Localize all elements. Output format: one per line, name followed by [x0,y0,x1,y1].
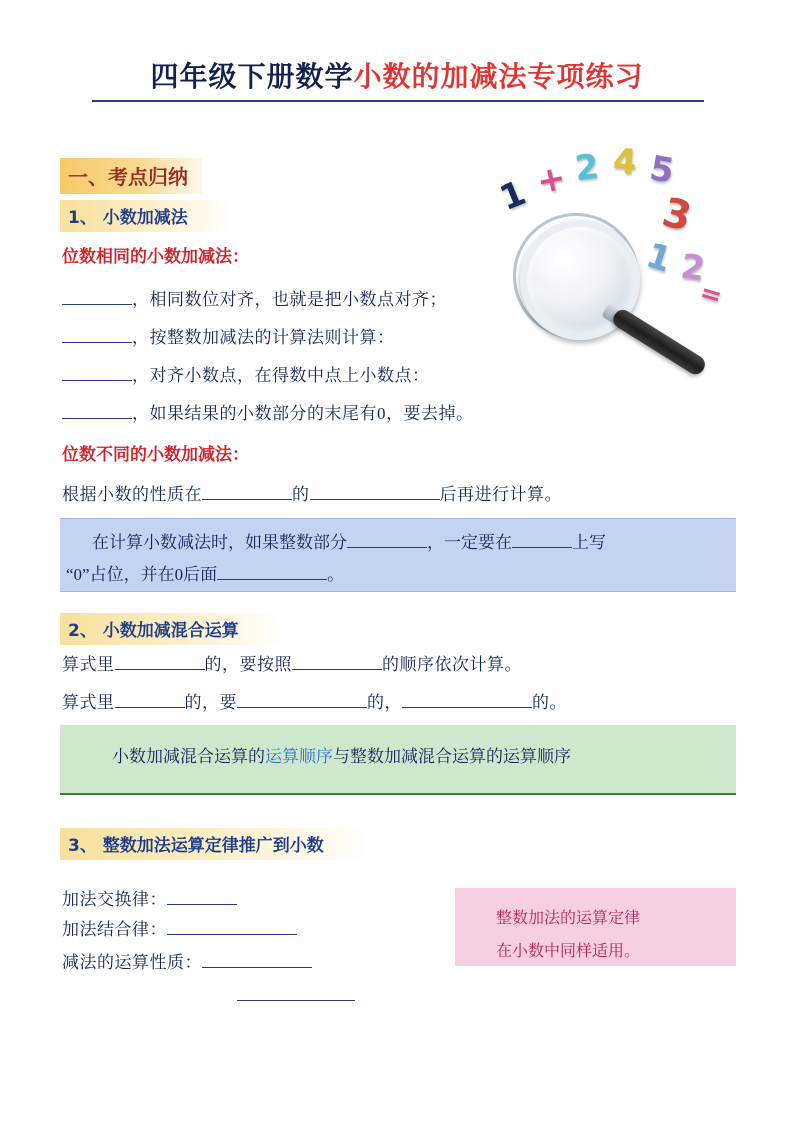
mixed-1c: 的顺序依次计算。 [382,655,522,674]
law-line-2 [62,915,297,940]
rule-line-2-text: ，按整数加减法的计算法则计算： [132,328,395,347]
illus-number-3: 3 [657,189,696,241]
note-blue-line-2 [66,560,344,585]
blank-input[interactable] [167,887,237,905]
mixed-1a: 算式里 [62,655,115,674]
rule-line-5-b: 的 [292,485,310,504]
blank-input[interactable] [310,482,440,500]
note-green-a: 小数加减混合运算的 [112,747,265,766]
note-green-accent: 运算顺序 [265,747,333,766]
illus-equals-icon: = [696,277,726,313]
mixed-2c: 的， [367,693,402,712]
rule-line-3 [62,361,430,386]
note-blue-1c: 上写 [572,533,606,552]
rule-line-1 [62,285,447,310]
rule-line-5-c: 后再进行计算。 [439,485,562,504]
note-blue-1b: ，一定要在 [427,533,512,552]
law-line-3 [62,948,312,973]
page-title-red: 小数的加减法专项练习 [353,60,644,93]
note-pink-line-2: 在小数中同样适用。 [496,941,641,960]
illus-number-5: 5 [646,148,677,192]
note-blue-line-1 [92,528,606,553]
blank-input[interactable] [62,287,132,305]
rule-line-5-a: 根据小数的性质在 [62,485,202,504]
blank-input[interactable] [402,690,532,708]
blank-input[interactable] [237,690,367,708]
mixed-line-1 [62,650,522,675]
law-1-label: 加法交换律： [62,890,167,909]
blank-input[interactable] [202,482,292,500]
note-blue-1a: 在计算小数减法时，如果整数部分 [92,533,347,552]
illus-number-1b: 1 [641,235,677,281]
blank-input[interactable] [237,999,355,1001]
mixed-1b: 的，要按照 [204,655,292,674]
blank-input[interactable] [62,401,132,419]
illus-plus-icon: + [533,157,570,203]
note-green-line [112,742,571,767]
blank-input[interactable] [115,652,205,670]
page-title-black: 四年级下册数学 [150,60,354,93]
magnifier-illustration [495,130,750,330]
blank-input[interactable] [347,530,427,548]
rule-line-4-text: ，如果结果的小数部分的末尾有0，要去掉。 [132,404,474,423]
subsection-heading-2: 2、 小数加减混合运算 [60,613,279,645]
rule-line-4 [62,399,474,424]
illus-number-2: 2 [572,146,601,190]
blank-input[interactable] [292,652,382,670]
mixed-2a: 算式里 [62,693,115,712]
rule-line-1-text: ，相同数位对齐，也就是把小数点对齐； [132,290,447,309]
page-title [52,55,742,95]
rule-line-2 [62,323,395,348]
illus-number-1: 1 [494,173,532,219]
magnifier-handle [610,306,708,377]
subsection-heading-1: 1、 小数加减法 [60,200,228,232]
mixed-line-2 [62,688,567,713]
mixed-2d: 的。 [532,693,567,712]
note-green-b: 与整数加减混合运算的运算顺序 [333,747,571,766]
label-same-digits: 位数相同的小数加减法： [62,247,249,267]
rule-line-5 [62,480,562,505]
law-2-label: 加法结合律： [62,920,167,939]
mixed-2b: 的，要 [184,693,237,712]
illus-number-4: 4 [611,141,639,183]
section-heading-1: 一、考点归纳 [60,158,202,194]
note-blue-2a: “0”占位，并在0后面 [66,565,218,584]
blank-input[interactable] [217,562,327,580]
note-blue-2b: 。 [327,565,345,584]
blank-input[interactable] [62,325,132,343]
label-diff-digits: 位数不同的小数加减法： [62,445,249,465]
title-underline [92,100,704,102]
law-line-1 [62,885,237,910]
blank-input[interactable] [167,917,297,935]
subsection-heading-3: 3、 整数加法运算定律推广到小数 [60,828,364,860]
note-pink-line-1: 整数加法的运算定律 [496,908,641,927]
blank-input[interactable] [115,690,185,708]
law-3-label: 减法的运算性质： [62,953,202,972]
blank-input[interactable] [202,950,312,968]
illus-number-2b: 2 [678,246,708,290]
rule-line-3-text: ，对齐小数点，在得数中点上小数点： [132,366,430,385]
blank-input[interactable] [512,530,572,548]
blank-input[interactable] [62,363,132,381]
